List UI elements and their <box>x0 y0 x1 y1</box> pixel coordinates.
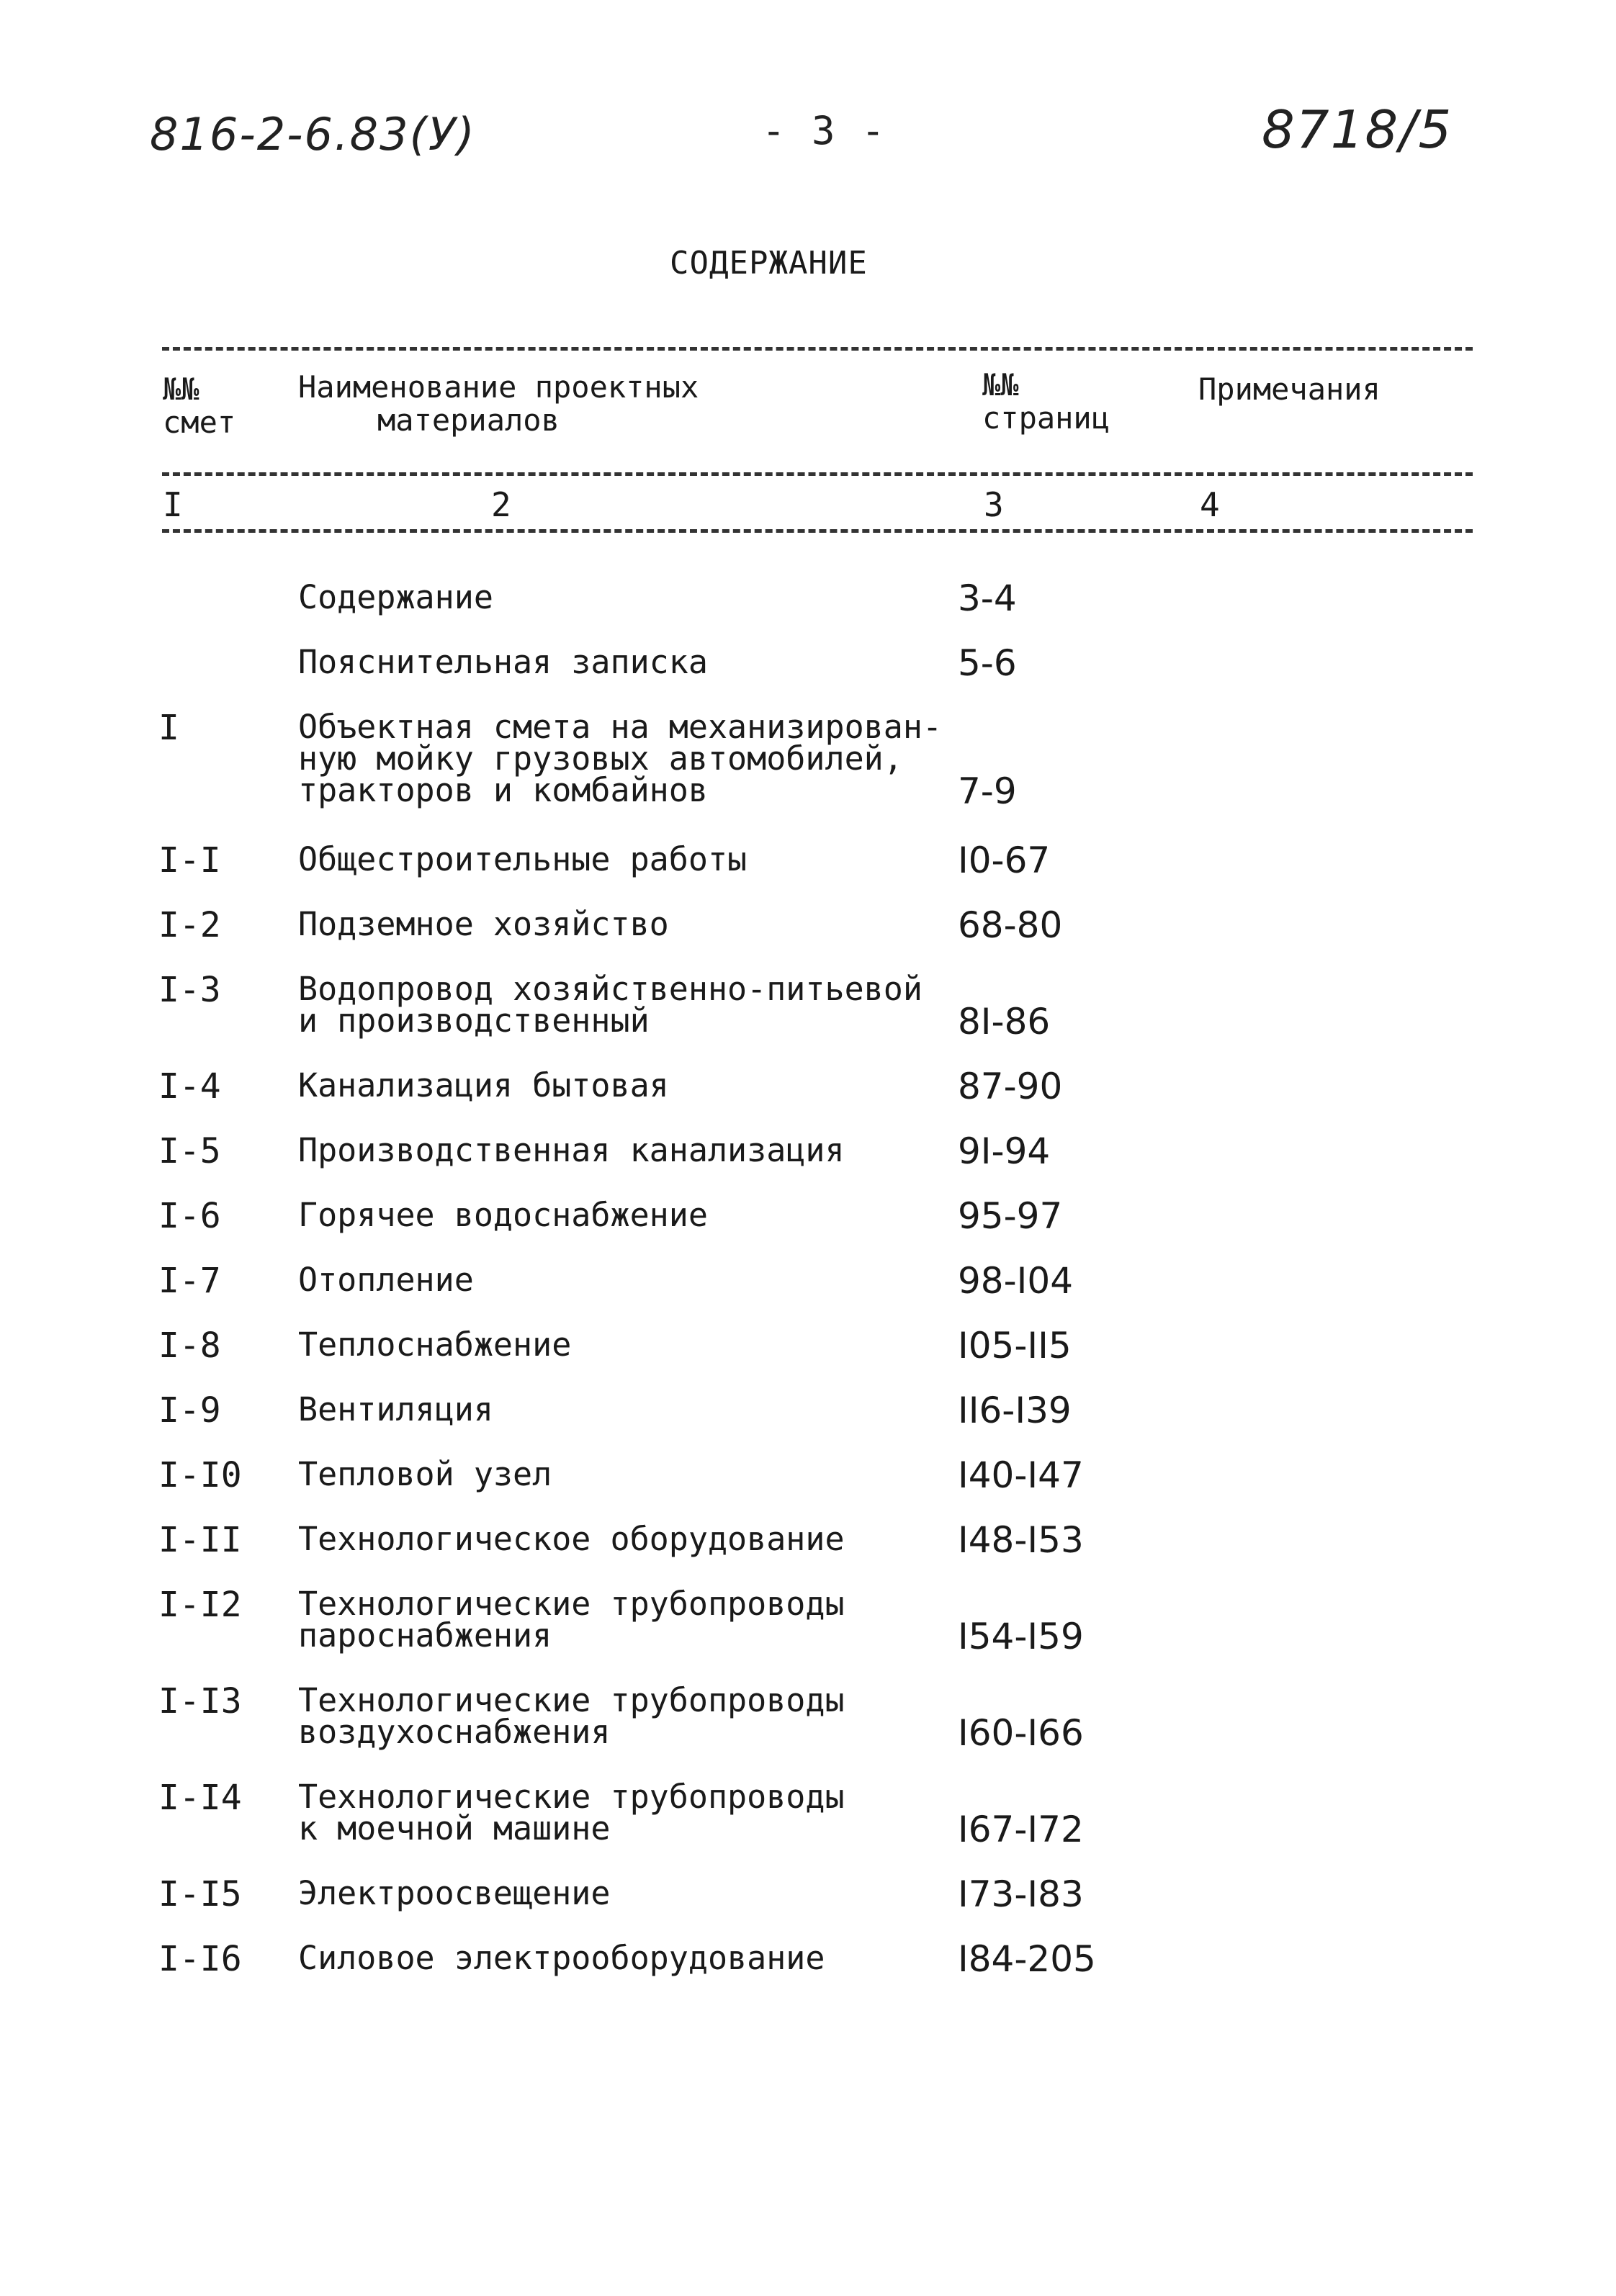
page-range: 9I-94 <box>958 1130 1051 1172</box>
estimate-number: I-I4 <box>158 1778 242 1818</box>
material-name-line: Подземное хозяйство <box>298 905 669 943</box>
material-name-line: Общестроительные работы <box>298 840 748 878</box>
material-name-line: Технологические трубопроводы <box>298 1585 845 1623</box>
material-name-line: ную мойку грузовых автомобилей, <box>298 739 903 778</box>
estimate-number: I-II <box>158 1520 242 1560</box>
material-name-line: Канализация бытовая <box>298 1066 669 1104</box>
estimate-number: I-3 <box>158 970 221 1010</box>
page-range: I0-67 <box>958 839 1051 881</box>
material-name <box>298 1196 708 1234</box>
material-name-line: Содержание <box>298 578 493 616</box>
page-range: 8I-86 <box>958 1001 1051 1043</box>
estimate-number: I-I2 <box>158 1585 242 1625</box>
estimate-number: I-4 <box>158 1066 221 1107</box>
page-range: I54-I59 <box>958 1616 1084 1657</box>
page-range: I05-II5 <box>958 1325 1072 1367</box>
material-name-line: тракторов и комбайнов <box>298 771 708 809</box>
material-name-line: Теплоснабжение <box>298 1325 572 1364</box>
estimate-number: I-I5 <box>158 1874 242 1914</box>
material-name-line: Электроосвещение <box>298 1874 611 1912</box>
material-name-line: воздухоснабжения <box>298 1713 611 1751</box>
material-name-line: Технологическое оборудование <box>298 1520 845 1558</box>
material-name <box>298 1778 845 1847</box>
material-name <box>298 1131 845 1169</box>
column-header-material-name <box>298 371 699 437</box>
material-name <box>298 970 923 1040</box>
page-range: 68-80 <box>958 904 1063 946</box>
material-name <box>298 1874 611 1912</box>
page-range: I67-I72 <box>958 1809 1084 1850</box>
material-name-line: Горячее водоснабжение <box>298 1196 708 1234</box>
page-range: 87-90 <box>958 1066 1063 1107</box>
page-range: I48-I53 <box>958 1519 1084 1561</box>
material-name-line: Технологические трубопроводы <box>298 1778 845 1816</box>
sheet-number: 8718/5 <box>1262 99 1453 160</box>
page-range: 7-9 <box>958 770 1017 812</box>
column-number-1: I <box>163 485 183 524</box>
document-code: 816-2-6.83(У) <box>150 108 476 161</box>
column-header-line: смет <box>163 405 236 440</box>
material-name-line: Тепловой узел <box>298 1455 552 1493</box>
material-name-line: к моечной машине <box>298 1809 611 1847</box>
material-name <box>298 1066 669 1104</box>
material-name <box>298 905 669 943</box>
material-name-line: Производственная канализация <box>298 1131 845 1169</box>
estimate-number: I-I6 <box>158 1939 242 1979</box>
material-name-line: Вентиляция <box>298 1390 493 1428</box>
material-name-line: Силовое электрооборудование <box>298 1939 825 1977</box>
material-name <box>298 1455 552 1493</box>
material-name-line: пароснабжения <box>298 1616 552 1655</box>
header-bottom-rule <box>162 472 1473 476</box>
page-range: II6-I39 <box>958 1390 1072 1431</box>
page-range: 5-6 <box>958 642 1017 684</box>
material-name-line: Пояснительная записка <box>298 643 708 681</box>
column-number-4: 4 <box>1200 485 1220 524</box>
table-top-rule <box>162 347 1473 351</box>
column-header-line: материалов <box>377 402 560 438</box>
material-name-line: Водопровод хозяйственно-питьевой <box>298 970 923 1008</box>
material-name <box>298 840 748 878</box>
page-number: - 3 - <box>762 108 886 153</box>
estimate-number: I-2 <box>158 905 221 945</box>
page-range: I84-205 <box>958 1938 1096 1980</box>
material-name <box>298 1520 845 1558</box>
material-name <box>298 643 708 681</box>
material-name <box>298 1325 572 1364</box>
material-name-line: Технологические трубопроводы <box>298 1681 845 1719</box>
column-header-line: №№ <box>982 367 1019 402</box>
page-range: 98-I04 <box>958 1260 1074 1302</box>
estimate-number: I-8 <box>158 1325 221 1366</box>
material-name <box>298 1681 845 1751</box>
column-header-line: №№ <box>163 372 199 407</box>
material-name <box>298 578 493 616</box>
column-header-line: страниц <box>982 400 1110 436</box>
material-name <box>298 1390 493 1428</box>
column-number-2: 2 <box>491 485 511 524</box>
estimate-number: I-5 <box>158 1131 221 1171</box>
material-name-line: Объектная смета на механизирован- <box>298 708 943 746</box>
material-name-line: Отопление <box>298 1261 474 1299</box>
column-header-line: Примечания <box>1198 372 1381 407</box>
estimate-number: I-6 <box>158 1196 221 1236</box>
material-name-line: и производственный <box>298 1001 650 1040</box>
estimate-number: I-I3 <box>158 1681 242 1721</box>
material-name <box>298 1939 825 1977</box>
page-range: I73-I83 <box>958 1873 1084 1915</box>
material-name <box>298 1261 474 1299</box>
estimate-number: I <box>158 708 179 748</box>
estimate-number: I-I <box>158 840 221 881</box>
column-header-page-numbers <box>982 369 1110 435</box>
column-header-line: Наименование проектных <box>298 369 699 405</box>
estimate-number: I-7 <box>158 1261 221 1301</box>
page-range: I60-I66 <box>958 1712 1084 1754</box>
column-header-estimate-number <box>163 373 235 439</box>
column-number-3: 3 <box>984 485 1004 524</box>
column-header-notes <box>1198 373 1381 406</box>
page-range: I40-I47 <box>958 1454 1084 1496</box>
page-range: 3-4 <box>958 577 1017 619</box>
page-title: СОДЕРЖАНИЕ <box>670 245 868 282</box>
page-range: 95-97 <box>958 1195 1063 1237</box>
estimate-number: I-I0 <box>158 1455 242 1495</box>
estimate-number: I-9 <box>158 1390 221 1431</box>
material-name <box>298 1585 845 1655</box>
material-name <box>298 708 943 809</box>
column-numbers-rule <box>162 529 1473 533</box>
